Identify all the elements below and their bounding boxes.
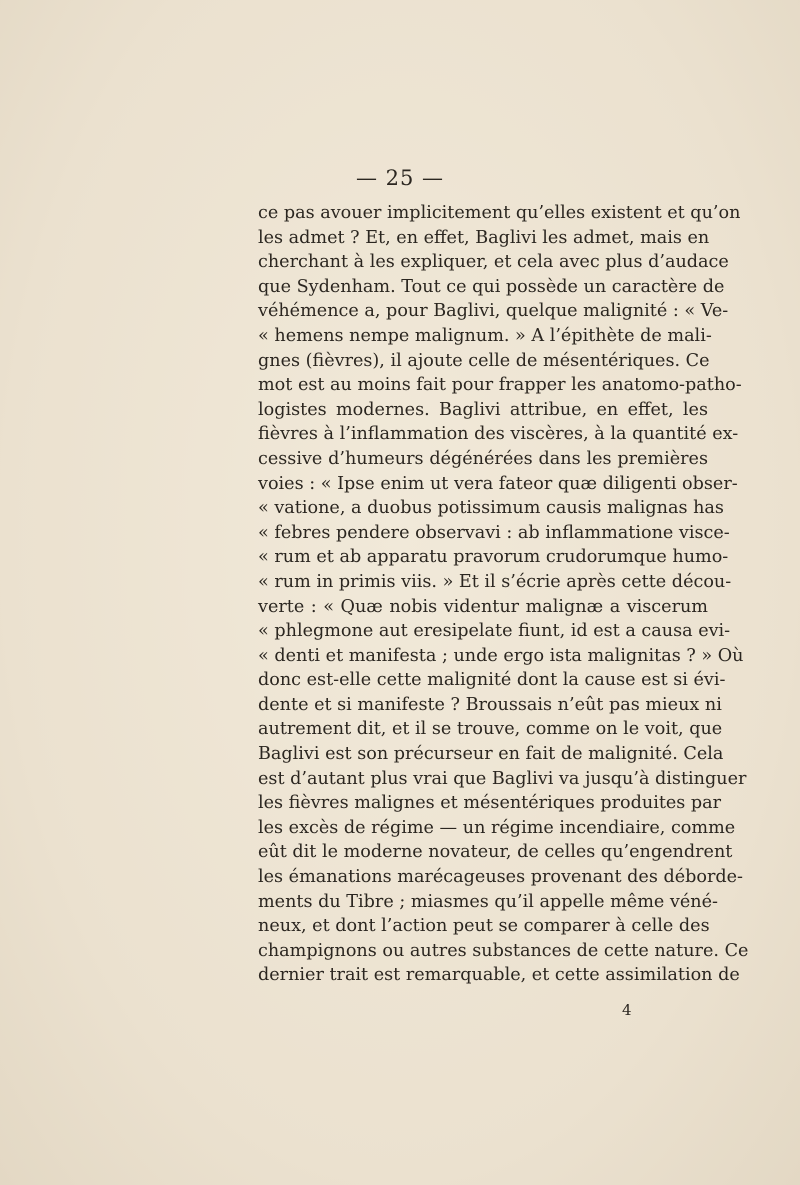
text-line: ments du Tibre ; miasmes qu’il appelle même véné-: [258, 891, 718, 912]
text-line: neux, et dont l’action peut se comparer à celle des: [258, 916, 710, 937]
text-line: « rum et ab apparatu pravorum crudorumque humo-: [258, 547, 729, 568]
text-line: véhémence a, pour Baglivi, quelque malignité : « Ve-: [258, 301, 729, 322]
text-line: mot est au moins fait pour frapper les anatomo-patho-: [258, 375, 742, 396]
signature-mark: 4: [622, 1001, 632, 1019]
text-line: les admet ? Et, en effet, Baglivi les admet, mais en: [258, 227, 710, 248]
body-text: [258, 201, 749, 988]
text-line: ce pas avouer implicitement qu’elles existent et qu’on: [258, 203, 741, 223]
text-line: verte : « Quæ nobis videntur malignæ a viscerum: [258, 596, 708, 617]
text-line: Baglivi est son précurseur en fait de malignité. Cela: [258, 744, 724, 765]
text-line: cessive d’humeurs dégénérées dans les premières: [258, 448, 708, 469]
text-line: que Sydenham. Tout ce qui possède un caractère de: [258, 276, 725, 297]
text-line: les émanations marécageuses provenant des déborde-: [258, 867, 743, 888]
text-line: « rum in primis viis. » Et il s’écrie après cette décou-: [258, 571, 732, 592]
text-line: autrement dit, et il se trouve, comme on le voit, que: [258, 719, 723, 740]
text-line: voies : « Ipse enim ut vera fateor quæ diligenti obser-: [258, 473, 738, 494]
text-line: cherchant à les expliquer, et cela avec plus d’audace: [258, 252, 729, 273]
text-line: dernier trait est remarquable, et cette assimilation de: [258, 965, 740, 986]
text-line: « phlegmone aut eresipelate fiunt, id est a causa evi-: [258, 621, 731, 642]
text-line: « vatione, a duobus potissimum causis malignas has: [258, 498, 724, 519]
text-line: gnes (fièvres), il ajoute celle de mésentériques. Ce: [258, 350, 710, 371]
text-line: fièvres à l’inflammation des viscères, à la quantité ex-: [258, 424, 739, 445]
text-line: « febres pendere observavi : ab inflammatione visce-: [258, 522, 730, 543]
text-line: « hemens nempe malignum. » A l’épithète de mali-: [258, 325, 712, 346]
text-line: les excès de régime — un régime incendiaire, comme: [258, 817, 736, 838]
text-line: logistes modernes. Baglivi attribue, en effet, les: [258, 399, 708, 420]
text-line: les fièvres malignes et mésentériques produites par: [258, 793, 722, 814]
text-line: donc est-elle cette malignité dont la cause est si évi-: [258, 670, 726, 691]
text-line: « denti et manifesta ; unde ergo ista malignitas ? » Où: [258, 645, 744, 666]
text-line: champignons ou autres substances de cette nature. Ce: [258, 940, 749, 961]
text-line: est d’autant plus vrai que Baglivi va jusqu’à distinguer: [258, 768, 747, 789]
text-line: eût dit le moderne novateur, de celles qu’engendrent: [258, 842, 733, 863]
text-line: dente et si manifeste ? Broussais n’eût pas mieux ni: [258, 694, 722, 715]
page-number: — 25 —: [355, 166, 445, 190]
